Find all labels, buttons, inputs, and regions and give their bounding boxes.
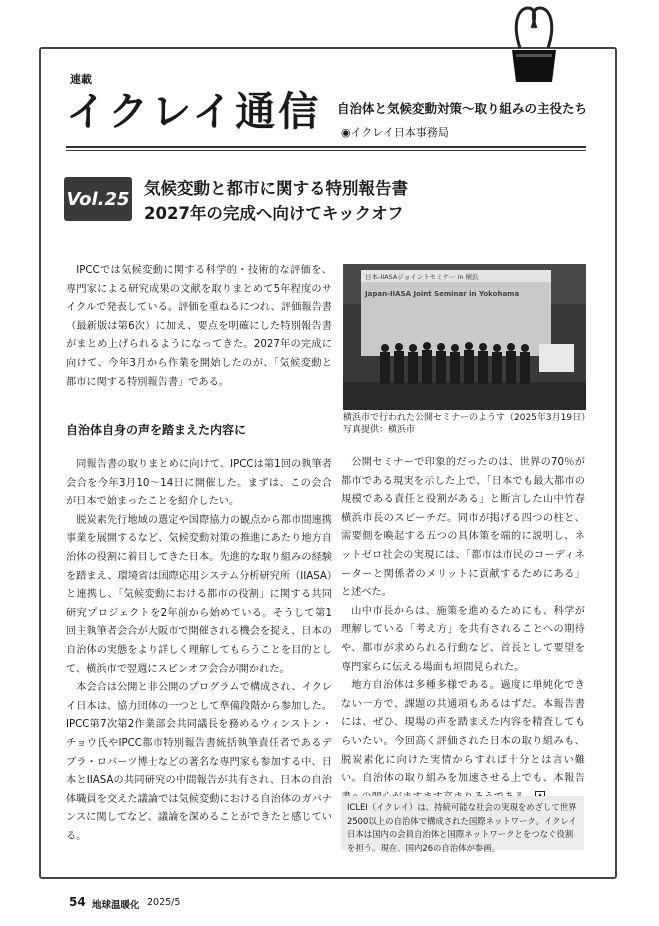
page-number: 54 [69, 895, 86, 909]
header-rule-thin [66, 150, 586, 151]
right-body-column [341, 454, 585, 807]
body-paragraph: 同報告書の取りまとめに向けて、IPCCは第1回の執筆者会合を今年3月10〜14日に開催した。まずは、この会合が日本で始まったことを紹介したい。 [66, 459, 332, 508]
headline-line-2: 2027年の完成へ向けてキックオフ [144, 204, 404, 223]
left-body-column [66, 456, 332, 846]
caption-credit: 写真提供：横浜市 [343, 425, 416, 435]
article-headline [144, 176, 408, 226]
header-rule [66, 146, 586, 148]
series-subtitle: 自治体と気候変動対策〜取り組みの主役たち [337, 101, 588, 116]
caption-line-1: 横浜市で行われた公開セミナーのようす（2025年3月19日） [343, 413, 591, 423]
binder-clip-icon [506, 4, 562, 84]
photo-banner-line-1: 日本-IIASAジョイントセミナー in 横浜 [365, 273, 479, 281]
intro-column [66, 262, 332, 392]
body-paragraph-last [341, 677, 585, 807]
magazine-name: 地球温暖化 [92, 900, 140, 911]
series-label: 連載 [70, 73, 92, 86]
seminar-photo [343, 264, 586, 410]
body-paragraph: 公開セミナーで印象的だったのは、世界の70％が都市である現実を示した上で、「日本でも最大都市の規模である責任と役割がある」と断言した山中竹春横浜市長のスピーチだ。同市が掲げる四つの柱と、需要側を喚起する五つの具体策を端的に説明し、ネットゼロ社会の実現には、「都市は市民のコーディネーターと関係者のメリットに貢献するためにある」と述べた。 [341, 457, 585, 599]
body-paragraph-text: 地方自治体は多種多様である。過度に単純化できない一方で、課題の共通項もあるはずだ。本報告書には、ぜひ、現場の声を踏まえた内容を精査してもらいたい。今回高く評価された日本の取り組みも、脱炭素化に向けた実情からすれば十分とは言い難い。自治体の取り組みを加速させる上でも、本報告 [341, 680, 585, 785]
intro-paragraph: IPCCでは気候変動に関する科学的・技術的な評価を、専門家による研究成果の文献を取りまとめて5年程度のサイクルで発表している。評価を重ねるにつれ、評価報告書（最新版は第6次）に加え、要点を明確にした特別報告書がまとめ上げられるようになってきた。2027年の完成に向けて、今年3月から作業を開始したのが、「気候変動と都市に関する特別報告書」である。 [66, 265, 332, 388]
photo-caption [343, 412, 591, 436]
section-heading: 自治体自身の声を踏まえた内容に [66, 423, 247, 437]
headline-line-1: 気候変動と都市に関する特別報告書 [144, 179, 408, 198]
author-credit: ◉イクレイ日本事務局 [341, 126, 449, 139]
photo-banner-line-2: Japan-IIASA Joint Seminar in Yokohama [365, 290, 520, 298]
body-paragraph: 山中市長からは、施策を進めるためにも、科学が理解している「考え方」を共有されることへの期待や、都市が求められる行動など、首長として要望を専門家らに伝える場面も垣間見られた。 [341, 605, 585, 673]
volume-badge: Vol.25 [64, 177, 132, 221]
issue-date: 2025/5 [147, 897, 181, 908]
body-paragraph: 脱炭素先行地域の選定や国際協力の観点から都市間連携事業を展開するなど、気候変動対策の推進にあたり地方自治体の役割に着目してきた日本。先進的な取り組みの経験を踏まえ、環境省は国際応用システム分析研究所（IIASA）と連携し、「気候変動における都市の役割」に関する共同研究プロジェクトを2年前から始めている。そうして第1回主執筆者会合が大阪市で開催される機会を捉え、日本の自治体の実態をより詳しく理解してもらうことを目的として、横浜市で翌週にスピンオフ会合が開かれた。 [66, 514, 332, 675]
iclei-note: ICLEI（イクレイ）は、持続可能な社会の実現をめざして世界2500以上の自治体で構成された国際ネットワーク。イクレイ日本は国内の会員自治体と国際ネットワークとをつなぐ役割を担う。現在、国内26の自治体が参画。 [341, 796, 584, 850]
page-title: イクレイ通信 [66, 89, 322, 135]
body-paragraph: 本会合は公開と非公開のプログラムで構成され、イクレイ日本は、協力団体の一つとして準備段階から参加した。IPCC第7次第2作業部会共同議長を務めるウィンストン・チョウ氏やIPCC都市特別報告書統括執筆責任者であるデブラ・ロバーツ博士などの著名な専門家も参加する中、日本とIIASAの共同研究の中間報告が共有され、日本の自治体職員を交えた議論では気候変動における自治体のガバナンスに関してなど、議論を深めることができたと感じている。 [66, 682, 332, 842]
